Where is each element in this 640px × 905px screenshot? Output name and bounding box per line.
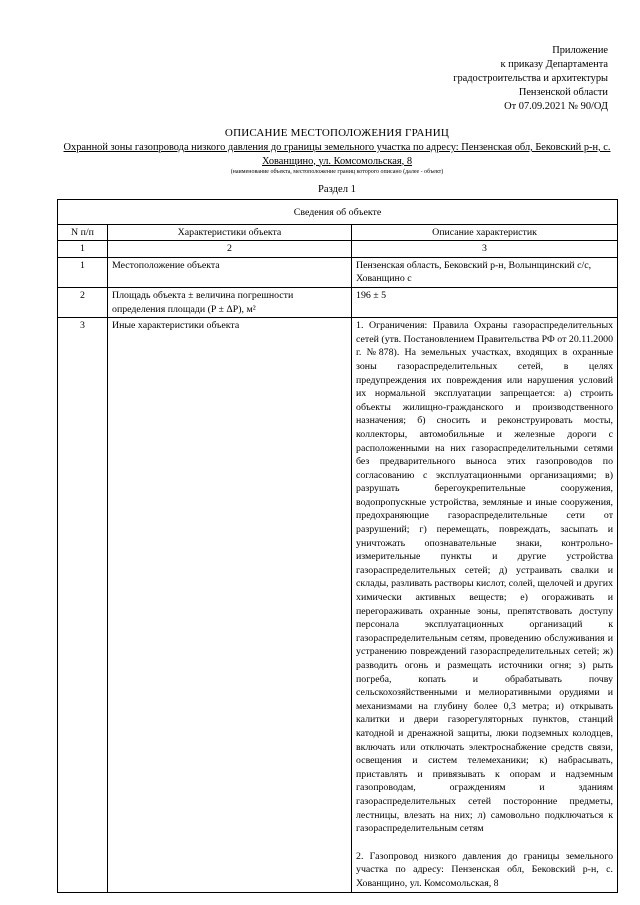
- table-caption: Сведения об объекте: [58, 200, 618, 225]
- appendix-header: [348, 44, 608, 114]
- row-characteristic: Площадь объекта ± величина погрешности определения площади (P ± ΔP), м²: [108, 287, 352, 317]
- row-description: 196 ± 5: [352, 287, 618, 317]
- header-number: N п/п: [58, 224, 108, 241]
- object-info-table: [57, 199, 618, 893]
- table-row: [58, 318, 618, 892]
- row-number: 1: [58, 257, 108, 287]
- table-row: [58, 257, 618, 287]
- index-cell: 1: [58, 241, 108, 258]
- table-row: [58, 287, 618, 317]
- header-description: Описание характеристик: [352, 224, 618, 241]
- appendix-line: к приказу Департамента: [500, 59, 608, 70]
- row-description: [352, 318, 618, 892]
- header-characteristic: Характеристики объекта: [108, 224, 352, 241]
- row-number: 2: [58, 287, 108, 317]
- appendix-line: Приложение: [552, 45, 608, 56]
- object-name-note: (наименование объекта, местоположение границ которого описано (далее - объект): [230, 169, 444, 175]
- row-characteristic: Местоположение объекта: [108, 257, 352, 287]
- appendix-line: градостроительства и архитектуры: [453, 73, 608, 84]
- section-label: Раздел 1: [318, 184, 356, 195]
- restrictions-paragraph: 1. Ограничения: Правила Охраны газораспределительных сетей (утв. Постановлением Правительства РФ от 20.11.2000 г. №878). На земельных участках, входящих в охранные зоны газораспределительных сетей, в целях предупреждения их повреждения или нарушения условий их нормальной эксплуатации запрещается: а) строить объекты жилищно-гражданского и производственного назначения; б) сносить и реконструировать мосты, коллекторы, автомобильные и железные дороги с расположенными на них газораспределительными сетями без предварительного выноса этих газопроводов по согласованию с эксплуатационными организациями; в) разрушать берегоукрепительные сооружения, водопропускные устройства, земляные и иные сооружения, предохраняющие газораспределительные сети от разрушений; г) перемещать, повреждать, засыпать и уничтожать опознавательные знаки, контрольно-измерительные пункты и другие устройства газораспределительных сетей; д) устраивать свалки и склады, разливать растворы кислот, солей, щелочей и других химически активных веществ; е) огораживать и перегораживать охранные зоны, препятствовать доступу персонала эксплуатационных организаций к газораспределительным сетям, проведению обслуживания и устранению повреждений газораспределительных сетей; ж) разводить огонь и размещать источники огня; з) рыть погреба, копать и обрабатывать почву сельскохозяйственными и мелиоративными орудиями и механизмами на глубину более 0,3 метра; и) открывать калитки и двери газорегуляторных пунктов, станций катодной и дренажной защиты, люки подземных колодцев, включать или отключать электроснабжение средств связи, освещения и систем телемеханики; к) набрасывать, приставлять и привязывать к опорам и надземным газопроводам, ограждениям и зданиям газораспределительных сетей посторонние предметы, лестницы, влезать на них; л) самовольно подключаться к газораспределительным сетям: [356, 320, 614, 835]
- row-description: Пензенская область, Бековский р-н, Волынщинский с/с, Хованщино с: [352, 257, 618, 287]
- pipeline-paragraph: 2. Газопровод низкого давления до границы земельного участка по адресу: Пензенская обл, Бековский р-н, с. Хованщино, ул. Комсомольская, 8: [356, 850, 614, 889]
- table-header-row: [58, 224, 618, 241]
- row-number: 3: [58, 318, 108, 892]
- row-characteristic: Иные характеристики объекта: [108, 318, 352, 892]
- document-title: ОПИСАНИЕ МЕСТОПОЛОЖЕНИЯ ГРАНИЦ: [224, 127, 450, 139]
- object-name: Охранной зоны газопровода низкого давления до границы земельного участка по адресу: Пензенская обл, Бековский р-н, с. Хованщино, ул. Комсомольская, 8: [63, 142, 611, 167]
- appendix-line: Пензенской области: [518, 87, 608, 98]
- index-cell: 3: [352, 241, 618, 258]
- table-index-row: [58, 241, 618, 258]
- index-cell: 2: [108, 241, 352, 258]
- appendix-date-line: От 07.09.2021 № 90/ОД: [504, 101, 608, 112]
